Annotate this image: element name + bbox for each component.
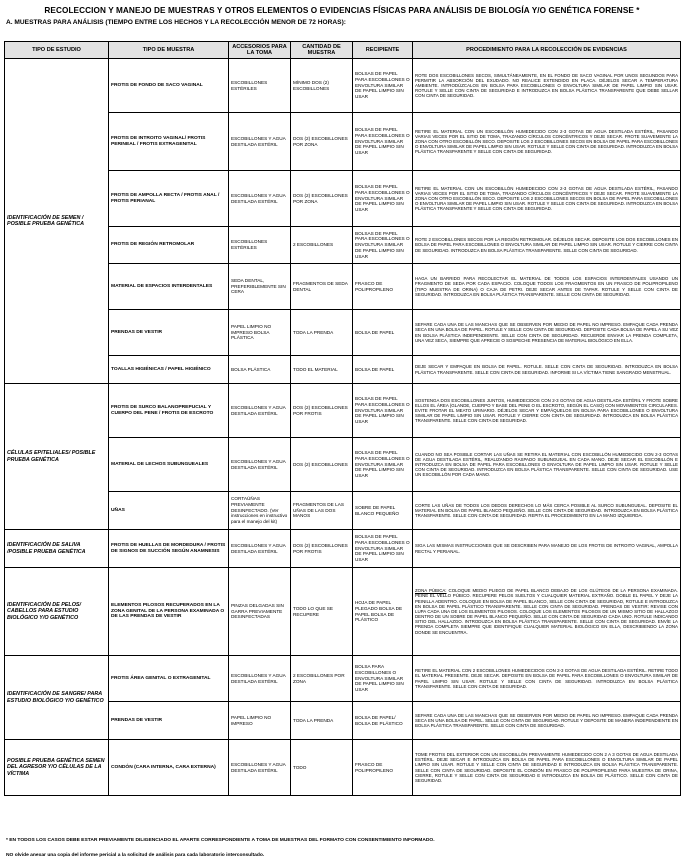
sample-type: CONDÓN (CARA INTERNA, CARA EXTERNA): [109, 740, 229, 796]
procedure: CORTE LAS UÑAS DE TODOS LOS DEDOS DERECHOS LO MÁS CERCA POSIBLE AL SURCO SUBUNGUEAL. DEPOSITE EL MATERIAL EN BOLSA DE PAPEL BLANCO PEQUEÑO. SELLE CON CINTA DE SEGURIDAD. INTRODUZCA EN BOLSA PLÁSTICA TRANSPARENTE. SELLE CON CINTA DE SEGURIDAD. REPITA EL PROCEDIMIENTO EN LA MANO IZQUIERDA.: [413, 492, 681, 530]
container: BOLSAS DE PAPEL PARA ESCOBILLONES O ENVOLTURA SIMILAR DE PAPEL LIMPIO SIN USAR: [353, 438, 413, 492]
accessories: PINZAS DELGADAS SIN GARRA PREVIAMENTE DESINFECTADAS: [229, 568, 291, 656]
procedure: SIGA LAS MISMAS INSTRUCCIONES QUE SE DESCRIBEN PARA MANEJO DE LOS FROTIS DE INTROITO VAGINAL, AMPOLLA RECTAL Y PERIANAL.: [413, 530, 681, 568]
table-row: [5, 656, 681, 702]
quantity: TODO: [291, 740, 353, 796]
container: BOLSA DE PAPEL: [353, 356, 413, 384]
container: BOLSAS DE PAPEL PARA ESCOBILLONES O ENVOLTURA SIMILAR DE PAPEL LIMPIO SIN USAR: [353, 227, 413, 264]
accessories: ESCOBILLONES Y AGUA DESTILADA ESTÉRIL: [229, 740, 291, 796]
study-group-saliva: IDENTIFICACIÓN DE SALIVA /POSIBLE PRUEBA GENÉTICA: [5, 530, 109, 568]
container: BOLSAS DE PAPEL PARA ESCOBILLONES O ENVOLTURA SIMILAR DE PAPEL LIMPIO SIN USAR: [353, 171, 413, 227]
container: BOLSA DE PAPEL/ BOLSA DE PLÁSTICO: [353, 702, 413, 740]
procedure: SEPARE CADA UNA DE LAS MANCHAS QUE SE OBSERVEN POR MEDIO DE PAPEL NO IMPRESO. EMPAQUE CADA PRENDA SECA EN UNA BOLSA DE PAPEL. ROTULE Y SELLE CON CINTA DE SEGURIDAD. DEPOSITE CADA BOLSA DE PAPEL A SU VEZ EN BOLSA PLÁSTICA INDEPENDIENTE. SELLE CON CINTA DE SEGURIDAD. RECUERDE ENVIAR LA PRENDA COMPLETA, UNA VEZ SECA, SIEMPRE QUE APRECIE O SOSPECHE PRESENCIA DE MATERIAL BIOLÓGICO EN ELLA.: [413, 310, 681, 356]
accessories: SEDA DENTAL, PREFERIBLEMENTE SIN CERA: [229, 264, 291, 310]
accessories: ESCOBILLONES ESTÉRILES: [229, 59, 291, 113]
header-container: RECIPIENTE: [353, 42, 413, 59]
procedure-lead: ZONA PÚBICA:: [415, 588, 447, 594]
procedure: HAGA UN BARRIDO PARA RECOLECTAR EL MATERIAL DE TODOS LOS ESPACIOS INTERDENTALES USANDO UN FRAGMENTO DE SEDA POR CADA ESPACIO. COLOQUE TODOS LOS FRAGMENTOS EN UN FRASCO DE POLIPROPILENO (TIPO MUESTRA DE ORINA) O CAJA DE PETRI. DEJE SECAR ANTES DE TAPAR. ROTULE Y SELLE CON CINTA DE SEGURIDAD. INTRODUZCA EN BOLSA PLÁSTICA TRANSPARENTE. SELLE CON CINTA DE SEGURIDAD.: [413, 264, 681, 310]
sample-type: MATERIAL DE ESPACIOS INTERDENTALES: [109, 264, 229, 310]
accessories: ESCOBILLONES Y AGUA DESTILADA ESTÉRIL: [229, 530, 291, 568]
sample-type: TOALLAS HIGIÉNICAS / PAPEL HIGIÉNICO: [109, 356, 229, 384]
footnote-report: NO olvide anexar una copia del informe pericial a la solicitud de análisis para cada laboratorio interconsultado.: [6, 853, 265, 858]
study-group-condom: POSIBLE PRUEBA GENÉTICA SEMEN DEL AGRESOR Y/O CÉLULAS DE LA VÍCTIMA: [5, 740, 109, 796]
quantity: 2 ESCOBILLONES: [291, 227, 353, 264]
sample-type: ELEMENTOS PILOSOS RECUPERADOS EN LA ZONA GENITAL DE LA PERSONA EXAMINADA O DE LAS PRENDAS DE VESTIR: [109, 568, 229, 656]
procedure-text: COLOQUE MEDIO PLIEGO DE PAPEL BLANCO DEBAJO DE LOS GLÚTEOS DE LA PERSONA EXAMINADA. PEINE EL VELLO PÚBICO. RECUPERE PELOS SUELTOS Y CUALQUIER MATERIAL EXTRAÑO. DOBLE EL PAPEL Y DEJE LA PEINILLA ADENTRO. COLOQUE EN BOLSA DE PAPEL BLANCO, SELLE CON CINTA DE SEGURIDAD, ROTULE E INTRODUZCA EN BOLSA DE PAPEL PLÁSTICO TRANSPARENTE. SELLE CON CINTA DE SEGURIDAD. PRENDAS DE VESTIR: REVISE CON LUPA CADA UNA DE LOS ELEMENTOS PILOSOS. COLOQUE LOS ELEMENTOS PILOSOS DE UN MISMO SITIO DE HALLAZGO DENTRO DE UN SOBRE DE PAPEL BLANCO PEQUEÑO. SELLE CON CINTA DE SEGURIDAD CADA UNO. ROTULE INDICANDO SITIO DEL HALLAZGO. INTRODUZCA EN BOLSA PLÁSTICA TRANSPARENTE. SELLE CON CINTA DE SEGURIDAD. ENVÍE LA PRENDA COMPLETA SIEMPRE QUE IDENTIFIQUE CUALQUIER MATERIAL BIOLÓGICO EN ELLA, DESCRIBIENDO LA ZONA DONDE SE ENCUENTRA.: [415, 588, 678, 635]
quantity: TODO EL MATERIAL: [291, 356, 353, 384]
procedure: DEJE SECAR Y EMPAQUE EN BOLSA DE PAPEL. ROTULE. SELLE CON CINTA DE SEGURIDAD. INTRODUZCA EN BOLSA PLÁSTICA TRANSPARENTE. SELLE CON CINTA DE SEGURIDAD. INFORME SI LA VÍCTIMA TIENE SANGRADO MENSTRUAL.: [413, 356, 681, 384]
sample-type: FROTIS DE HUELLAS DE MORDEDURA / FROTIS DE SIGNOS DE SUCCIÓN SEGÚN ANAMNESIS: [109, 530, 229, 568]
quantity: TODA LA PRENDA: [291, 310, 353, 356]
procedure: SEPARE CADA UNA DE LAS MANCHAS QUE SE OBSERVEN POR MEDIO DE PAPEL NO IMPRESO. EMPAQUE CADA PRENDA SECA EN UNA BOLSA DE PAPEL. SELLE CON CINTA DE SEGURIDAD. ROTULE Y DEPOSITE DE MANERA INDEPENDIENTE EN BOLSA PLÁSTICA TRANSPARENTE. SELLE CON CINTA DE SEGURIDAD.: [413, 702, 681, 740]
procedure: RETIRE EL MATERIAL CON UN ESCOBILLÓN HUMEDECIDO CON 2-3 GOTAS DE AGUA DESTILADA ESTÉRIL, PASANDO VARIAS VECES POR EL SITIO DE TOMA, TRAZANDO CÍRCULOS CONCÉNTRICOS Y DEJE SECAR. FROTE SUAVEMENTE LA ZONA CON OTRO ESCOBILLÓN SECO. DEPOSITE LOS 2 ESCOBILLONES SECOS EN BOLSA DE PAPEL PARA ESCOBILLONES O ENVOLTURA SIMILAR DE PAPEL LIMPIO SIN USAR. ROTULE Y SELLE CON CINTA DE SEGURIDAD. INTRODUZCA EN BOLSA PLÁSTICA TRANSPARENTE Y SELLE CON CINTA DE SEGURIDAD.: [413, 113, 681, 171]
container: BOLSA PARA ESCOBILLONES O ENVOLTURA SIMILAR DE PAPEL LIMPIO SIN USAR: [353, 656, 413, 702]
header-sample-type: TIPO DE MUESTRA: [109, 42, 229, 59]
container: BOLSAS DE PAPEL PARA ESCOBILLONES O ENVOLTURA SIMILAR DE PAPEL LIMPIO SIN USAR: [353, 384, 413, 438]
sample-table: [4, 41, 681, 796]
accessories: PAPEL LIMPIO NO IMPRESO BOLSA PLÁSTICA: [229, 310, 291, 356]
table-row: [5, 384, 681, 438]
procedure: CUANDO NO SEA POSIBLE CORTAR LAS UÑAS SE RETIRA EL MATERIAL CON ESCOBILLÓN HUMEDECIDO CON 2-3 GOTAS DE AGUA DESTILADA ESTÉRIL, REALIZANDO RASPADO SUBUNGUEAL EN CADA MANO. DEJE SECAR EL ESCOBILLÓN E INTRODUZCA EN BOLSA DE PAPEL PARA ESCOBILLONES O ENVOLTURA DE PAPEL LIMPIO SIN USAR. ROTULE Y SELLE CON CINTA DE SEGURIDAD. INTRODUZCA EN BOLSA PLÁSTICA TRANSPARENTE. SELLE CON CINTA DE SEGURIDAD. USE UN ESCOBILLÓN POR CADA MANO.: [413, 438, 681, 492]
header-procedure: PROCEDIMIENTO PARA LA RECOLECCIÓN DE EVIDENCIAS: [413, 42, 681, 59]
accessories: ESCOBILLONES Y AGUA DESTILADA ESTÉRIL: [229, 171, 291, 227]
procedure: [413, 568, 681, 656]
accessories: ESCOBILLONES Y AGUA DESTILADA ESTÉRIL: [229, 384, 291, 438]
accessories: BOLSA PLÁSTICA: [229, 356, 291, 384]
document-title: RECOLECCION Y MANEJO DE MUESTRAS Y OTROS ELEMENTOS O EVIDENCIAS FÍSICAS PARA ANÁLISIS DE BIOLOGÍA Y/O GENÉTICA FORENSE *: [44, 6, 640, 15]
quantity: 2 ESCOBILLONES POR ZONA: [291, 656, 353, 702]
header-study-type: TIPO DE ESTUDIO: [5, 42, 109, 59]
sample-type: FROTIS DE SURCO BALANOPREPUCIAL Y CUERPO DEL PENE / FROTIS DE ESCROTO: [109, 384, 229, 438]
quantity: DOS (2) ESCOBILLONES POR ZONA: [291, 171, 353, 227]
sample-type: FROTIS DE AMPOLLA RECTA / FROTIS ANAL / FROTIS PERIANAL: [109, 171, 229, 227]
sample-type: PRENDAS DE VESTIR: [109, 310, 229, 356]
container: BOLSAS DE PAPEL PARA ESCOBILLONES O ENVOLTURA SIMILAR DE PAPEL LIMPIO SIN USAR: [353, 59, 413, 113]
procedure: RETIRE EL MATERIAL CON UN ESCOBILLÓN HUMEDECIDO CON 2-3 GOTAS DE AGUA DESTILADA ESTÉRIL, PASANDO VARIAS VECES POR EL SITIO DE TOMA, TRAZANDO CÍRCULOS CONCÉNTRICOS Y DEJE SECAR. FROTE SUAVEMENTE LA ZONA CON OTRO ESCOBILLÓN SECO. DEPOSITE LOS 2 ESCOBILLONES SECOS EN BOLSA DE PAPEL PARA ESCOBILLONES O ENVOLTURA SIMILAR DE PAPEL LIMPIO SIN USAR. ROTULE Y SELLE CON CINTA DE SEGURIDAD. INTRODUZCA EN BOLSA PLÁSTICA TRANSPARENTE Y SELLE CON CINTA DE SEGURIDAD.: [413, 171, 681, 227]
container: SOBRE DE PAPEL BLANCO PEQUEÑO: [353, 492, 413, 530]
procedure: ROTE DOS ESCOBILLONES SECOS, SIMULTÁNEAMENTE, EN EL FONDO DE SACO VAGINAL POR UNOS SEGUNDOS PARA PERMITIR LA ABSORCIÓN DEL EXUDADO. NO REALICE EXTENDIDO EN PLACA. DÉJELOS SECAR A TEMPERATURA AMBIENTE. INTRODÚZCALOS EN BOLSA PARA ESCOBILLONES O ENVOLTURA SIMILAR DE PAPEL LIMPIO SIN USAR. ROTULE Y SELLE CON CINTA DE SEGURIDAD E INTRODUZCA EN BOLSA PLÁSTICA TRANSPARENTE QUE DEBE SELLAR CON CINTA DE SEGURIDAD.: [413, 59, 681, 113]
accessories: PAPEL LIMPIO NO IMPRESO: [229, 702, 291, 740]
quantity: TODA LA PRENDA: [291, 702, 353, 740]
container: BOLSA DE PAPEL: [353, 310, 413, 356]
section-heading: A. MUESTRAS PARA ANÁLISIS (TIEMPO ENTRE LOS HECHOS Y LA RECOLECCIÓN MENOR DE 72 HORAS):: [6, 19, 346, 26]
accessories: ESCOBILLONES Y AGUA DESTILADA ESTÉRIL: [229, 113, 291, 171]
table-row: [5, 59, 681, 113]
procedure: SOSTENGA DOS ESCOBILLONES JUNTOS, HUMEDECIDOS CON 2-3 GOTAS DE AGUA DESTILADA ESTÉRIL Y FROTE SOBRE ELLOS EL ÁREA (GLANDE, CUERPO Y BASE DEL PENE O EL ESCROTO, SEGÚN EL CASO) CON MOVIMIENTOS CIRCULARES. EVITE FROTAR EL MEATO URINARIO. DÉJELOS SECAR Y EMPÁQUELOS EN BOLSA PARA ESCOBILLONES O ENVOLTURA SIMILAR DE PAPEL LIMPIO SIN USAR. ROTULE Y CIERRE CON CINTA DE SEGURIDAD. INTRODUZCA EN BOLSA PLÁSTICA TRANSPARENTE. SELLE CON CINTA DE SEGURIDAD.: [413, 384, 681, 438]
quantity: TODO LO QUE SE RECUPERE: [291, 568, 353, 656]
study-group-semen: IDENTIFICACIÓN DE SEMEN / POSIBLE PRUEBA GENÉTICA: [5, 59, 109, 384]
sample-type: UÑAS: [109, 492, 229, 530]
quantity: FRAGMENTOS DE SEDA DENTAL: [291, 264, 353, 310]
footnote-consent: * EN TODOS LOS CASOS DEBE ESTAR PREVIAMENTE DILIGENCIADO EL APARTE CORRESPONDIENTE A TOMA DE MUESTRAS DEL FORMATO CON CONSENTIMIENTO INFORMADO.: [6, 838, 435, 843]
study-group-hair: IDENTIFICACIÓN DE PELOS/ CABELLOS PARA ESTUDIO BIOLÓGICO Y/O GENÉTICO: [5, 568, 109, 656]
container: FRASCO DE POLIPROPILENO: [353, 740, 413, 796]
procedure: TOME FROTIS DEL EXTERIOR CON UN ESCOBILLÓN PREVIAMENTE HUMEDECIDO CON 2 A 3 GOTAS DE AGUA DESTILADA ESTÉRIL. DEJE SECAR E INTRODUZCA EN BOLSA DE PAPEL PARA ESCOBILLONES O ENVOLTURA SIMILAR DE PAPEL LIMPIO SIN USAR. ROTULE Y SELLE CON CINTA DE SEGURIDAD E INTRODUZCA EN BOLSA PLÁSTICA TRANSPARENTE. SELLE CON CINTA DE SEGURIDAD. DEPOSITE EL CONDÓN EN FRASCO DE POLIPROPILENO PARA MUESTRA DE ORINA, CIERRE, ROTULE Y SELLE CON CINTA DE SEGURIDAD E INTRODUZCA EN BOLSA DE PLÁSTICO. SELLE CON CINTA DE SEGURIDAD.: [413, 740, 681, 796]
quantity: FRAGMENTOS DE LAS UÑAS DE LAS DOS MANOS: [291, 492, 353, 530]
quantity: DOS (2) ESCOBILLONES: [291, 438, 353, 492]
procedure: RETIRE EL MATERIAL CON 2 ESCOBILLONES HUMEDECIDOS CON 2-3 GOTAS DE AGUA DESTILADA ESTÉRIL. RETIRE TODO EL MATERIAL PRESENTE. DEJE SECAR. DEPOSITE EN BOLSA DE PAPEL PARA ESCOBILLONES O ENVOLTURA SIMILAR DE PAPEL LIMPIO SIN USAR. ROTULE Y SELLE CON CINTA DE SEGURIDAD. INTRODUZCA EN BOLSA PLÁSTICA TRANSPARENTE. SELLE CON CINTA DE SEGURIDAD.: [413, 656, 681, 702]
sample-type: MATERIAL DE LECHOS SUBUNGUEALES: [109, 438, 229, 492]
container: HOJA DE PAPEL PLEGADO BOLSA DE PAPEL BOLSA DE PLÁSTICO: [353, 568, 413, 656]
sample-type: FROTIS ÁREA GENITAL O EXTRAGENITAL: [109, 656, 229, 702]
study-group-epithelial: CÉLULAS EPITELIALES/ POSIBLE PRUEBA GENÉTICA: [5, 384, 109, 530]
quantity: DOS (2) ESCOBILLONES POR FROTIS: [291, 530, 353, 568]
sample-type: PRENDAS DE VESTIR: [109, 702, 229, 740]
accessories: CORTAÚÑAS PREVIAMENTE DESINFECTADO. (Ver instrucciones en instructivo para el manejo del kit): [229, 492, 291, 530]
accessories: ESCOBILLONES ESTÉRILES: [229, 227, 291, 264]
procedure: ROTE 2 ESCOBILLONES SECOS POR LA REGIÓN RETROMOLAR. DÉJELOS SECAR. DEPOSITE LOS DOS ESCOBILLONES EN BOLSA DE PAPEL PARA ESCOBILLONES O ENVOLTURA SIMILAR DE PAPEL LIMPIO SIN USAR. ROTULE Y CIERRE CON CINTA DE SEGURIDAD. INTRODUZCA EN BOLSA PLÁSTICA TRANSPARENTE. SELLE CON CINTA DE SEGURIDAD.: [413, 227, 681, 264]
accessories: ESCOBILLONES Y AGUA DESTILADA ESTÉRIL: [229, 438, 291, 492]
header-quantity: CANTIDAD DE MUESTRA: [291, 42, 353, 59]
container: FRASCO DE POLIPROPILENO: [353, 264, 413, 310]
container: BOLSAS DE PAPEL PARA ESCOBILLONES O ENVOLTURA SIMILAR DE PAPEL LIMPIO SIN USAR: [353, 530, 413, 568]
table-row: [5, 530, 681, 568]
quantity: MÍNIMO DOS (2) ESCOBILLONES: [291, 59, 353, 113]
table-row: [5, 740, 681, 796]
quantity: DOS (2) ESCOBILLONES POR FROTIS: [291, 384, 353, 438]
accessories: ESCOBILLONES Y AGUA DESTILADA ESTÉRIL: [229, 656, 291, 702]
study-group-blood: IDENTIFICACIÓN DE SANGRE/ PARA ESTUDIO BIOLÓGICO Y/O GENÉTICO: [5, 656, 109, 740]
quantity: DOS (2) ESCOBILLONES POR ZONA: [291, 113, 353, 171]
table-header-row: [5, 42, 681, 59]
container: BOLSAS DE PAPEL PARA ESCOBILLONES O ENVOLTURA SIMILAR DE PAPEL LIMPIO SIN USAR: [353, 113, 413, 171]
sample-type: FROTIS DE REGIÓN RETROMOLAR: [109, 227, 229, 264]
header-accessories: ACCESORIOS PARA LA TOMA: [229, 42, 291, 59]
sample-type: FROTIS DE FONDO DE SACO VAGINAL: [109, 59, 229, 113]
sample-type: FROTIS DE INTROITO VAGINAL/ FROTIS PERINEAL / FROTIS EXTRAGENITAL: [109, 113, 229, 171]
table-row: [5, 568, 681, 656]
